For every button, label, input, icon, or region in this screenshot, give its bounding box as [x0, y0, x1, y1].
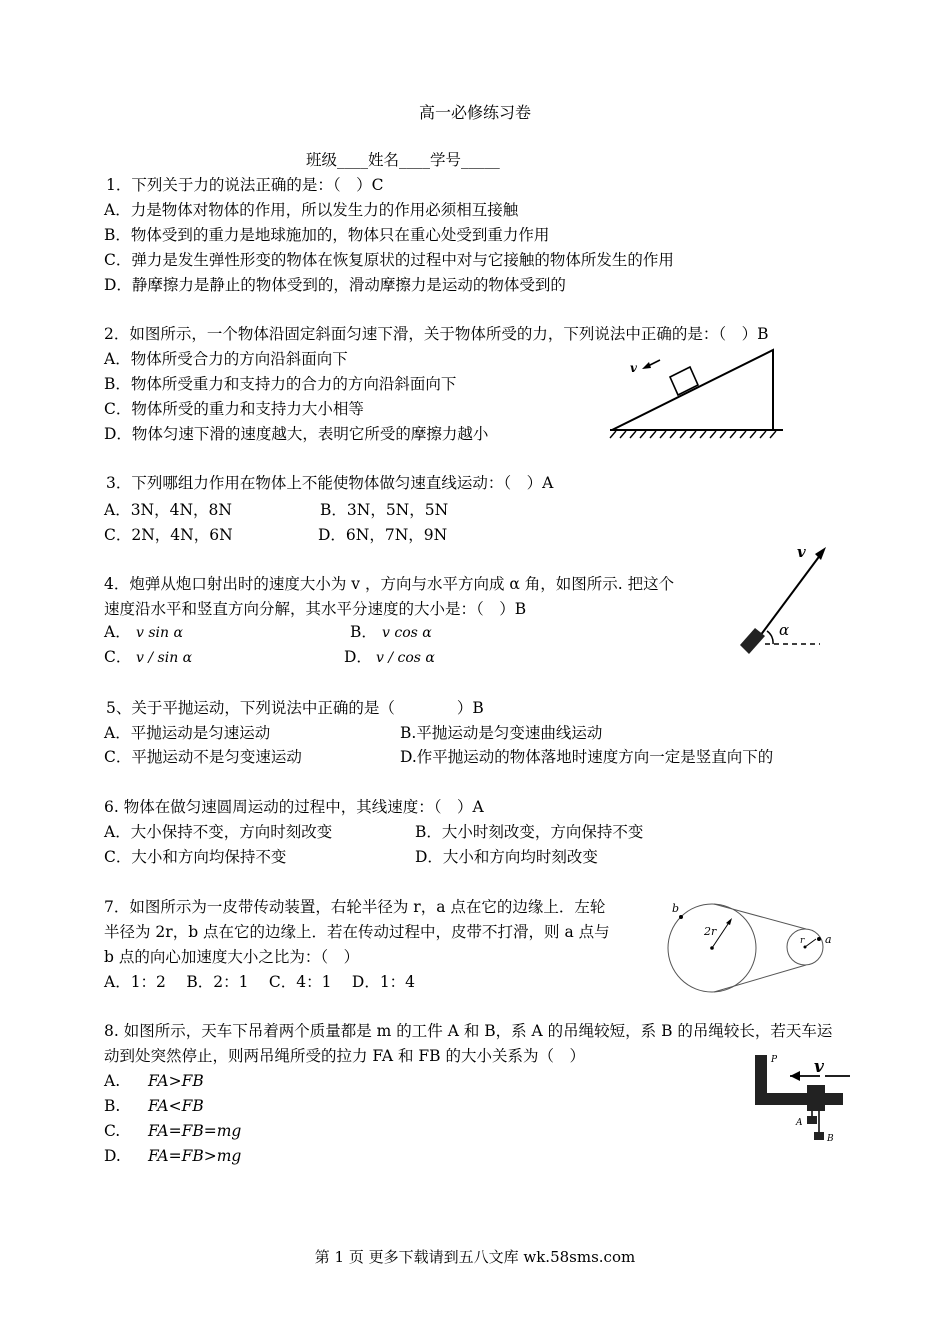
q4-stem-line2: 速度沿水平和竖直方向分解，其水平分速度的大小是：（ ）B	[104, 600, 527, 618]
q5-option-b: B.平抛运动是匀变速曲线运动	[400, 724, 603, 742]
q3-option-c: C．2N，4N，6N	[104, 526, 233, 544]
q4-option-c: v / sin α	[136, 650, 193, 666]
q4-option-c-label: C．	[104, 648, 132, 666]
crane-p-label: P	[771, 1055, 778, 1065]
crane-figure	[750, 1050, 850, 1145]
q8-option-c: FA=FB=mg	[148, 1122, 242, 1140]
q7-options: A．1：2 B．2：1 C．4：1 D．1：4	[104, 973, 416, 991]
q3-option-a: A．3N，4N，8N	[104, 501, 232, 519]
crane-v-label: v	[814, 1057, 824, 1077]
q8-line2: 动到处突然停止，则两吊绳所受的拉力 FA 和 FB 的大小关系为（ ）	[104, 1047, 585, 1065]
q5-option-a: A．平抛运动是匀速运动	[104, 724, 271, 742]
q8-option-b-label: B.	[104, 1097, 121, 1115]
q1-option-d: D．静摩擦力是静止的物体受到的，滑动摩擦力是运动的物体受到的	[104, 276, 566, 294]
q7-line2: 半径为 2r，b 点在它的边缘上．若在传动过程中，皮带不打滑，则 a 点与	[104, 923, 610, 941]
cannon-alpha-label: α	[779, 621, 790, 639]
q5-stem: 5、关于平抛运动，下列说法中正确的是（ ）B	[106, 699, 484, 717]
belt-2r-label: 2r	[704, 925, 717, 938]
q8-option-b: FA<FB	[148, 1097, 204, 1115]
q8-option-d-label: D.	[104, 1147, 121, 1165]
q3-option-d: D．6N，7N，9N	[318, 526, 448, 544]
cannon-figure	[735, 540, 830, 660]
cannon-v-label: v	[797, 543, 806, 561]
q1-stem: 1．下列关于力的说法正确的是：（ ）C	[106, 176, 384, 194]
crane-a-label: A	[796, 1118, 803, 1128]
q4-option-a-label: A．	[104, 623, 131, 641]
crane-b-label: B	[827, 1134, 834, 1144]
q1-option-c: C．弹力是发生弹性形变的物体在恢复原状的过程中对与它接触的物体所发生的作用	[104, 251, 674, 269]
q6-option-c: C．大小和方向均保持不变	[104, 848, 287, 866]
page-footer: 第 1 页 更多下载请到五八文库 wk.58sms.com	[314, 1248, 636, 1266]
page-title: 高一必修练习卷	[418, 103, 531, 122]
belt-r-label: r	[800, 936, 805, 946]
incline-figure	[590, 345, 790, 445]
q5-option-c: C．平抛运动不是匀变速运动	[104, 748, 302, 766]
incline-v-label: v	[630, 361, 637, 375]
student-info-line: 班级____姓名____学号_____	[306, 151, 500, 169]
q3-option-b: B．3N，5N，5N	[320, 501, 449, 519]
q2-option-c: C．物体所受的重力和支持力大小相等	[104, 400, 364, 418]
q7-line1: 7．如图所示为一皮带传动装置，右轮半径为 r，a 点在它的边缘上．左轮	[104, 898, 606, 916]
q2-stem: 2．如图所示，一个物体沿固定斜面匀速下滑，关于物体所受的力，下列说法中正确的是：（ ）B	[104, 325, 769, 343]
q4-option-a: v sin α	[136, 625, 183, 641]
q8-option-d: FA=FB>mg	[148, 1147, 242, 1165]
q8-option-a-label: A.	[104, 1072, 121, 1090]
q5-option-d: D.作平抛运动的物体落地时速度方向一定是竖直向下的	[400, 748, 774, 766]
belt-drive-figure	[660, 895, 840, 995]
belt-a-label: a	[825, 933, 832, 946]
q8-option-a: FA>FB	[148, 1072, 204, 1090]
q6-option-a: A．大小保持不变，方向时刻改变	[104, 823, 333, 841]
q2-option-a: A．物体所受合力的方向沿斜面向下	[104, 350, 348, 368]
q2-option-b: B．物体所受重力和支持力的合力的方向沿斜面向下	[104, 375, 457, 393]
q7-line3: b 点的向心加速度大小之比为：（ ）	[104, 948, 360, 966]
q1-option-a: A．力是物体对物体的作用，所以发生力的作用必须相互接触	[104, 201, 519, 219]
q6-option-b: B．大小时刻改变，方向保持不变	[415, 823, 644, 841]
q6-stem: 6. 物体在做匀速圆周运动的过程中，其线速度：（ ）A	[104, 798, 484, 816]
q3-stem: 3．下列哪组力作用在物体上不能使物体做匀速直线运动：（ ）A	[106, 474, 554, 492]
q4-option-b-label: B．	[350, 623, 377, 641]
q4-option-d-label: D．	[344, 648, 372, 666]
q4-stem-line1: 4．炮弹从炮口射出时的速度大小为 v ，方向与水平方向成 α 角，如图所示. 把这个	[104, 575, 675, 593]
q2-option-d: D．物体匀速下滑的速度越大，表明它所受的摩擦力越小	[104, 425, 489, 443]
q8-option-c-label: C.	[104, 1122, 121, 1140]
q4-option-b: v cos α	[382, 625, 432, 641]
q4-option-d: v / cos α	[376, 650, 435, 666]
q8-line1: 8. 如图所示，天车下吊着两个质量都是 m 的工件 A 和 B，系 A 的吊绳较短，系 B 的吊绳较长，若天车运	[104, 1022, 833, 1040]
belt-b-label: b	[672, 902, 680, 915]
q6-option-d: D．大小和方向均时刻改变	[415, 848, 598, 866]
q1-option-b: B．物体受到的重力是地球施加的，物体只在重心处受到重力作用	[104, 226, 550, 244]
